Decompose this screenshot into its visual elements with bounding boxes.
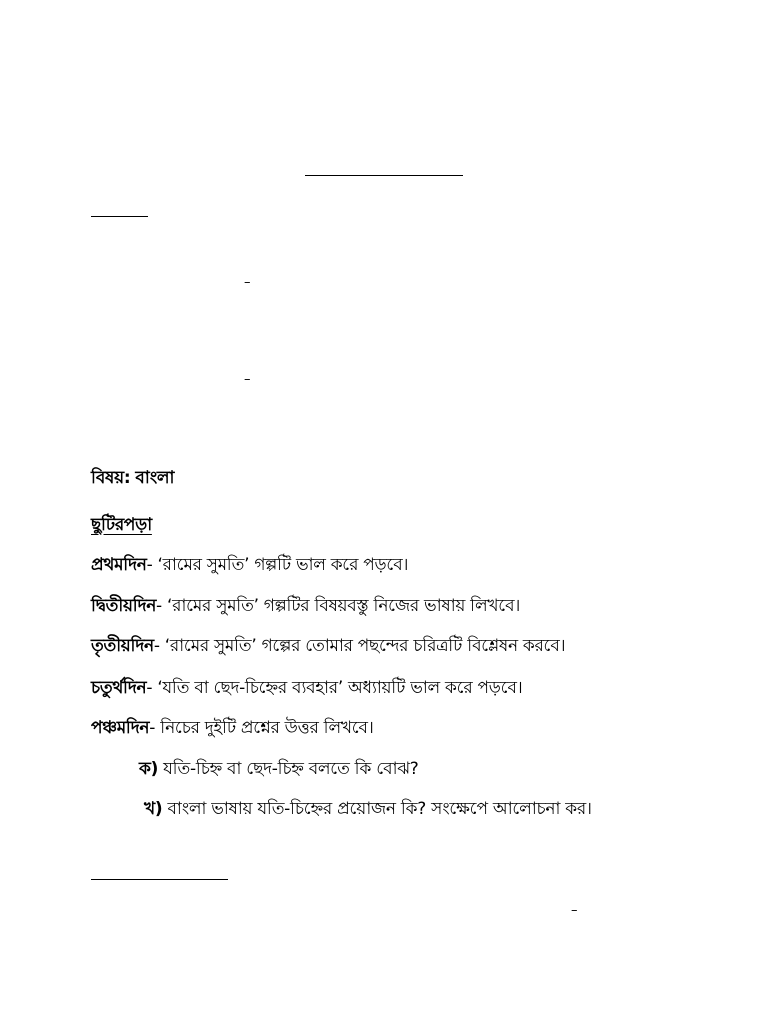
day-text: - ‘রামের সুমতি’ গল্পটির বিষয়বস্তু নিজের ভাষায় লিখবে। [156,596,521,616]
dash-mark: – [244,275,251,290]
title-underline [305,175,463,176]
day-text: - ‘রামের সুমতি’ গল্পের তোমার পছন্দের চরিত্রটি বিশ্লেষন করবে। [153,636,566,656]
day-line-1 [91,553,408,577]
question-text: যতি-চিহ্ন বা ছেদ-চিহ্ন বলতে কি বোঝ? [158,759,419,779]
question-ka [139,757,419,781]
day-label: তৃতীয়দিন [91,636,154,656]
day-line-5 [91,716,374,740]
dash-mark: – [571,903,578,918]
dash-mark: – [244,372,251,387]
day-label: দ্বিতীয়দিন [91,596,157,616]
section-heading: ছুটিরপড়া [91,515,152,535]
day-label: চতুর্থদিন [91,678,147,698]
question-text: বাংলা ভাষায় যতি-চিহ্নের প্রয়োজন কি? সংক্ষেপে আলোচনা কর। [162,799,592,819]
day-text: - নিচের দুইটি প্রশ্নের উত্তর লিখবে। [149,718,374,738]
day-text: - ‘রামের সুমতি’ গল্পটি ভাল করে পড়বে। [146,555,409,575]
day-label: পঞ্চমদিন [91,718,150,738]
day-line-3 [91,634,565,658]
day-text: - ‘যতি বা ছেদ-চিহ্নের ব্যবহার’ অধ্যায়টি ভাল করে পড়বে। [146,678,523,698]
subject-line [91,466,174,490]
day-line-4 [91,676,522,700]
subject-label: বিষয়: [91,468,131,488]
heading-underline [91,216,148,217]
footer-underline [91,879,228,880]
question-kha [144,797,592,821]
day-line-2 [91,594,520,618]
question-marker: খ) [144,799,163,819]
day-label: প্রথমদিন [91,555,147,575]
subject-value: বাংলা [135,468,175,488]
question-marker: ক) [139,759,159,779]
